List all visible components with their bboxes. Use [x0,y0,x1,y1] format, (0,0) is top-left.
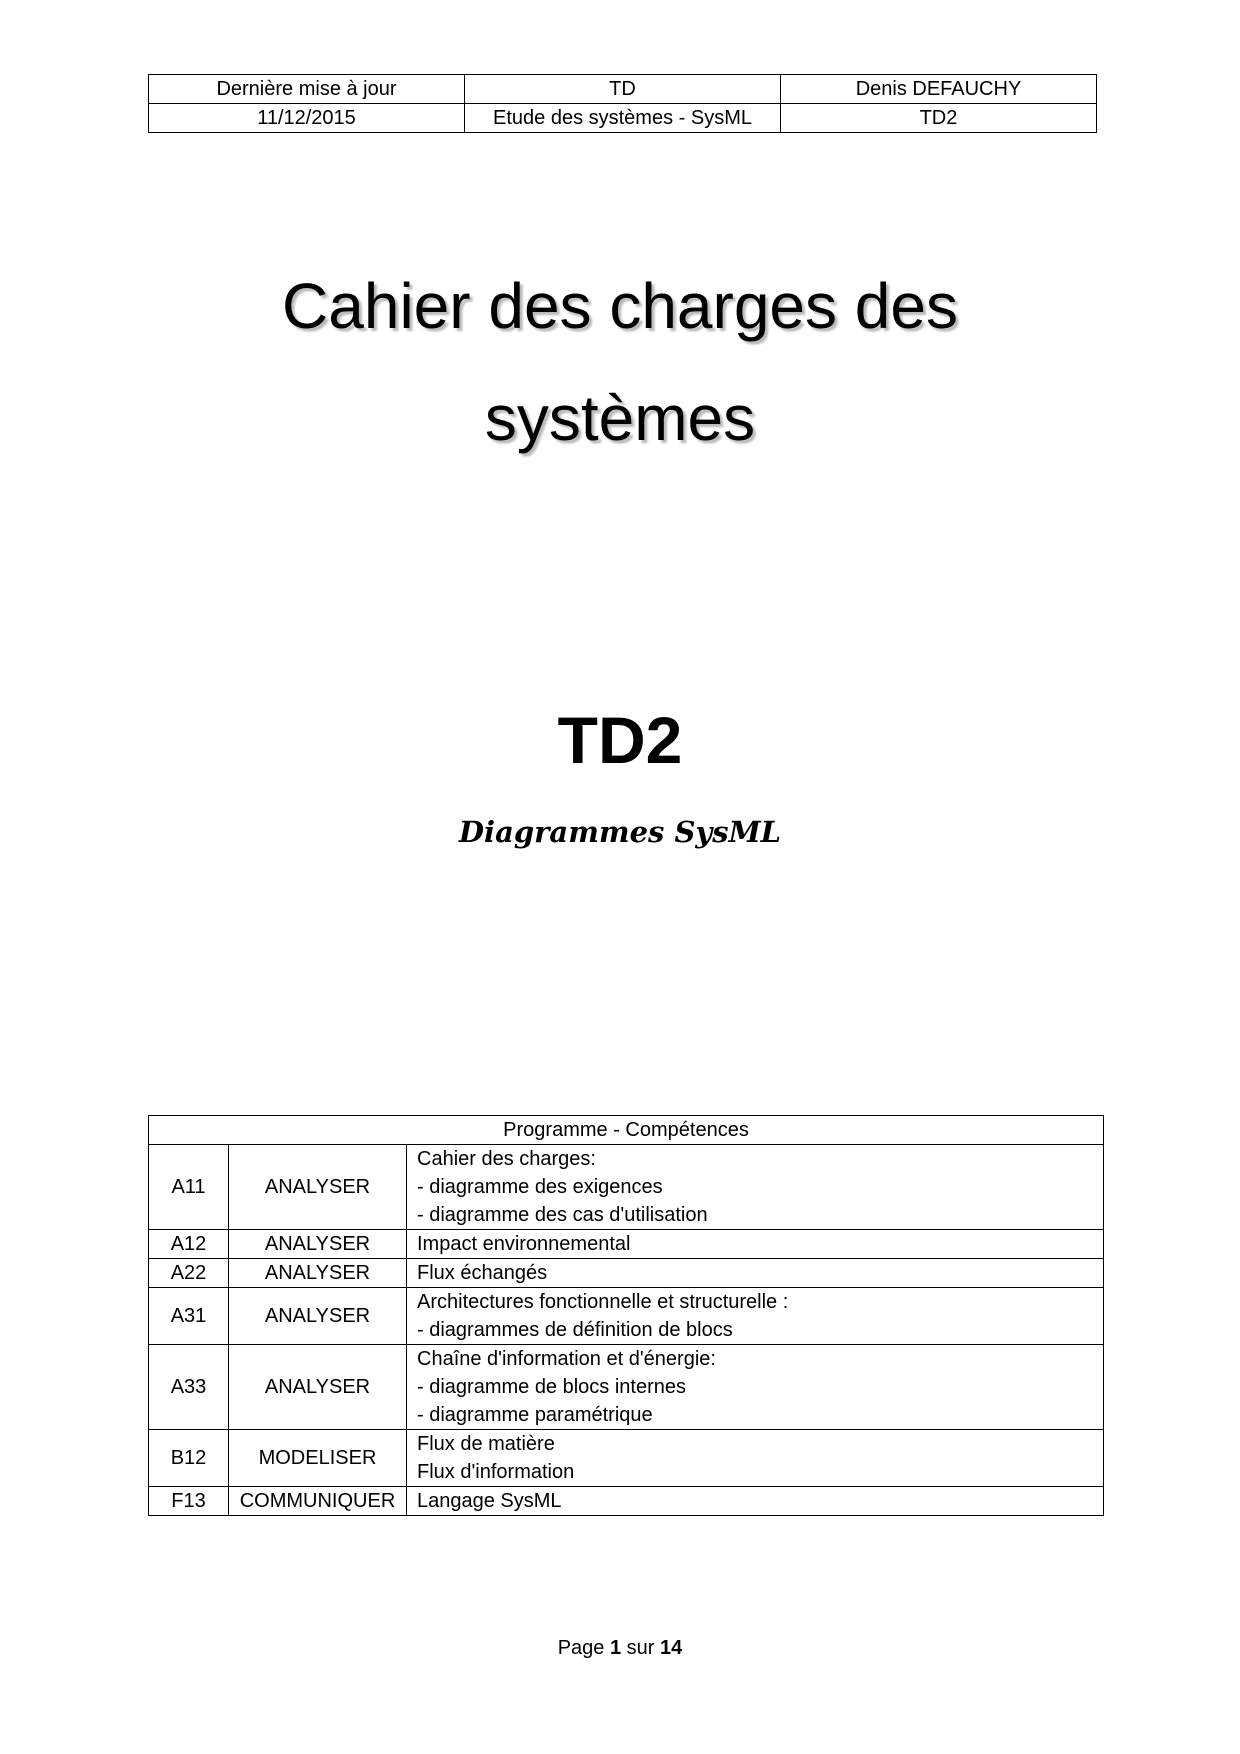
description-line: - diagramme des cas d'utilisation [417,1204,708,1226]
td-heading: TD2 [557,703,683,777]
description-line: Impact environnemental [417,1233,631,1255]
description-line: Chaîne d'information et d'énergie: [417,1348,716,1370]
competence-category: COMMUNIQUER [229,1487,407,1516]
header-row-1 [149,75,1097,104]
page-title [0,250,1240,474]
competence-description [407,1259,1104,1288]
competence-code: B12 [149,1430,229,1487]
competence-category: ANALYSER [229,1259,407,1288]
header-author: Denis DEFAUCHY [781,75,1097,104]
competence-description [407,1430,1104,1487]
competence-description [407,1345,1104,1430]
page-footer [0,1634,1240,1662]
header-course: Etude des systèmes - SysML [465,104,781,133]
description-line: Flux échangés [417,1262,548,1284]
competence-description [407,1230,1104,1259]
competence-category: ANALYSER [229,1345,407,1430]
competence-category: ANALYSER [229,1230,407,1259]
competence-category: ANALYSER [229,1145,407,1230]
description-line: Flux d'information [417,1461,575,1483]
table-row [149,1259,1104,1288]
footer-prefix: Page [557,1637,610,1659]
header-last-update-label: Dernière mise à jour [149,75,465,104]
header-row-2 [149,104,1097,133]
competence-category: MODELISER [229,1430,407,1487]
competences-table [148,1115,1104,1516]
header-doc-type: TD [465,75,781,104]
description-line: Cahier des charges: [417,1148,596,1170]
competence-code: A12 [149,1230,229,1259]
competences-heading-row [149,1116,1104,1145]
competence-code: F13 [149,1487,229,1516]
table-row [149,1230,1104,1259]
subtitle: Diagrammes SysML [458,815,782,849]
description-line: - diagramme des exigences [417,1176,663,1198]
table-row [149,1430,1104,1487]
competence-description [407,1288,1104,1345]
description-line: - diagramme de blocs internes [417,1376,687,1398]
description-line: Architectures fonctionnelle et structurelle : [417,1291,789,1313]
page-title-line-2: systèmes [484,382,756,454]
footer-current-page: 1 [609,1637,622,1659]
footer-middle: sur [621,1637,661,1659]
table-row [149,1345,1104,1430]
header-date: 11/12/2015 [149,104,465,133]
competence-category: ANALYSER [229,1288,407,1345]
footer-total-pages: 14 [660,1637,683,1659]
header-td-number: TD2 [781,104,1097,133]
competence-description [407,1145,1104,1230]
competence-code: A22 [149,1259,229,1288]
document-header-table [148,74,1097,133]
table-row [149,1487,1104,1516]
competence-code: A31 [149,1288,229,1345]
description-line: Langage SysML [417,1490,562,1512]
competence-code: A11 [149,1145,229,1230]
description-line: Flux de matière [417,1433,555,1455]
competence-code: A33 [149,1345,229,1430]
competence-description [407,1487,1104,1516]
competences-heading: Programme - Compétences [149,1116,1104,1145]
description-line: - diagrammes de définition de blocs [417,1319,733,1341]
page-title-line-1: Cahier des charges des [282,270,958,342]
table-row [149,1288,1104,1345]
description-line: - diagramme paramétrique [417,1404,653,1426]
table-row [149,1145,1104,1230]
